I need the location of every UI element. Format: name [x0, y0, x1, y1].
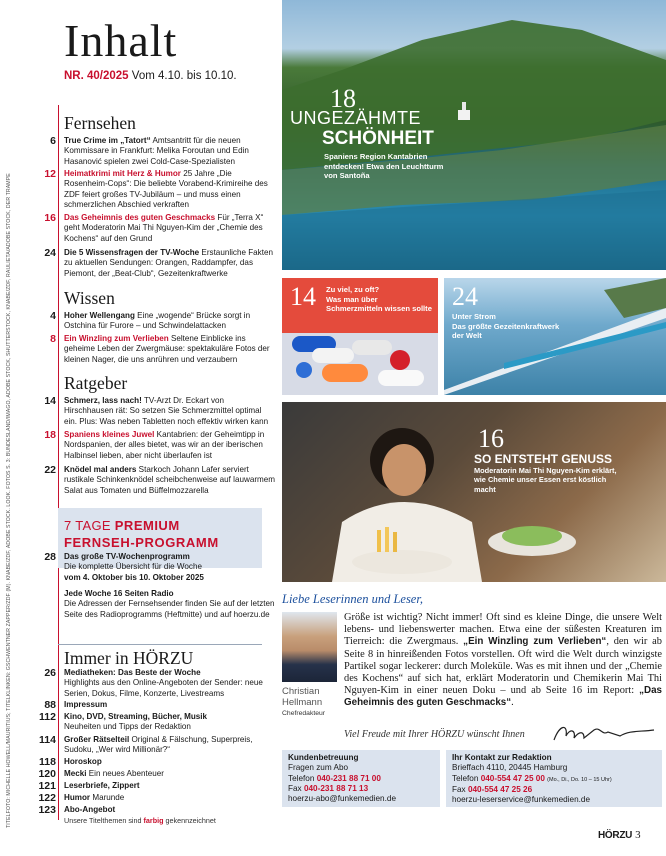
- section-title-ratgeber: Ratgeber: [64, 373, 128, 393]
- teaser-text: Unter Strom Das größte Gezeitenkraftwerk der Welt: [452, 312, 560, 341]
- teaser-cooking-photo[interactable]: [282, 402, 666, 582]
- editorial-contact-box: Ihr Kontakt zur Redaktion Brieffach 4110, 20445 Hamburg Telefon 040-554 47 25 00 (Mo., Di., Do. 10 – 15 Uhr) Fax 040-554 47 25 26 hoerzu-leserservice@funkemedien.de: [446, 750, 662, 807]
- toc-entry[interactable]: 88 Impressum: [44, 699, 108, 711]
- toc-entry[interactable]: 28 Das große TV-Wochenprogramm Die komplette Übersicht für die Woche vom 4. Oktober bis 10. Oktober 2025: [44, 551, 204, 582]
- teaser-text: Spaniens Region Kantabrien entdecken! Etwa den Leuchtturm von Santoña: [324, 152, 444, 181]
- hoerzu-logo: HÖRZU 3: [598, 829, 641, 841]
- section-title-fernsehen: Fernsehen: [64, 113, 136, 133]
- editorial-heading: Liebe Leserinnen und Leser,: [282, 592, 423, 606]
- teaser-text: Moderatorin Mai Thi Nguyen-Kim erklärt, wie Chemie unser Essen erst köstlich macht: [474, 466, 617, 494]
- toc-entry[interactable]: 121 Leserbriefe, Zippert: [38, 780, 140, 792]
- leserservice-email-link[interactable]: hoerzu-leserservice@funkemedien.de: [452, 795, 591, 805]
- subscription-contact-box: Kundenbetreuung Fragen zum Abo Telefon 040-231 88 71 00 Fax 040-231 88 71 13 hoerzu-abo@funkemedien.de: [282, 750, 440, 807]
- toc-entry[interactable]: 6 True Crime im „Tatort“ Amtsantritt für die neuen Kommissare in Frankfurt: Melika Foroutan und Edin Hasanović spielen zwei Cold-Case-Spezialisten: [50, 135, 249, 166]
- abo-email-link[interactable]: hoerzu-abo@funkemedien.de: [288, 794, 396, 804]
- toc-entry[interactable]: 14 Schmerz, lass nach! TV-Arzt Dr. Eckart von Hirschhausen rät: So setzen Sie Schmerzmittel optimal ein. Plus: Was neben Tabletten noch effektiv wirken kann: [44, 395, 269, 426]
- teaser-pills-photo[interactable]: [282, 278, 438, 395]
- toc-entry[interactable]: 4 Hoher Wellengang Eine „wogende“ Brücke sorgt in Ostchina für Furore – und Schwindelattacken: [50, 310, 251, 331]
- toc-entry[interactable]: 114 Großer Rätselteil Original & Fälschung, Superpreis, Sudoku, „Wer wird Millionär?“: [39, 734, 253, 755]
- toc-entry[interactable]: 26 Mediatheken: Das Beste der Woche Highlights aus den Online-Angeboten der Sender: neue Serien, Dokus, Filme, Konzerte, Livestreams: [44, 667, 263, 698]
- issue-line: NR. 40/2025 Vom 4.10. bis 10.10.: [64, 70, 237, 82]
- teaser-page-number: 18: [330, 84, 356, 113]
- teaser-heading-1: UNGEZÄHMTE: [290, 108, 421, 128]
- toc-entry[interactable]: 120 Mecki Ein neues Abenteuer: [38, 768, 164, 780]
- toc-entry[interactable]: 24 Die 5 Wissensfragen der TV-Woche Erstaunliche Fakten zu aktuellen Sendungen: Orangen, Raddampfer, das Piemont, der „Beat-Club“, Gezeitenkraftwerke: [44, 247, 273, 278]
- editorial-text: Größe ist wichtig? Nicht immer! Oft sind es kleine Dinge, die unsere Welt lebens- und liebenswerter machen. Etwa eine der süßesten Kreaturen im Tierreich: die Zwergmaus. „Ein Winzling zum Verlieben“, den wir ab Seite 8 in hinreißenden Fotos vorstellen. Oft wird die Welt durch winzigste Partikel sogar leckerer: durch Moleküle. Was es mit ihnen und der „Chemie des Kochens“ auf sich hat, erklärt Moderatorin und Chemikerin Mai Thi Nguyen-Kim in einer neuen Doku – und ab Seite 16 im Report: „Das Geheimnis des guten Geschmacks“.: [344, 612, 662, 709]
- toc-entry[interactable]: 12 Heimatkrimi mit Herz & Humor 25 Jahre „Die Rosenheim-Cops“: Die beliebte Vorabend-Krimireihe des ZDF feiert großes TV-Jubiläum – und muss einen schmerzlichen Abschied verkraften: [44, 168, 268, 209]
- tv-program-banner: 7 TAGE PREMIUM FERNSEH-PROGRAMM: [58, 508, 262, 568]
- editor-portrait: [282, 612, 337, 682]
- teaser-page-number: 14: [290, 282, 316, 311]
- editor-name: Christian Hellmann Chefredakteur: [282, 686, 326, 717]
- page-title: Inhalt: [64, 15, 178, 66]
- section-title-wissen: Wissen: [64, 288, 115, 308]
- toc-entry[interactable]: 123 Abo-Angebot: [38, 804, 116, 816]
- toc-entry[interactable]: 8 Ein Winzling zum Verlieben Seltene Einblicke ins geheime Leben der Zwergmäuse: spektakuläre Fotos der kleinen Nager, die uns anrühren und verzaubern: [50, 333, 270, 364]
- toc-entry[interactable]: 16 Das Geheimnis des guten Geschmacks Für „Terra X“ geht Moderatorin Mai Thi Nguyen-Kim der „Chemie des Kochens“ auf den Grund: [44, 212, 264, 243]
- teaser-cantabria-photo[interactable]: [282, 0, 666, 270]
- signature-icon: [550, 722, 660, 746]
- toc-entry[interactable]: 112 Kino, DVD, Streaming, Bücher, Musik Neuheiten und Tipps der Redaktion: [39, 711, 208, 732]
- teaser-heading-2: SCHÖNHEIT: [322, 128, 434, 149]
- teaser-page-number: 24: [452, 282, 478, 311]
- title-topics-note: Unsere Titelthemen sind farbig gekennzeichnet: [64, 816, 216, 825]
- teaser-page-number: 16: [478, 424, 504, 453]
- toc-entry[interactable]: 118 Horoskop: [39, 756, 102, 768]
- photo-credits: TITELFOTO: MICHELLE HOWELL/MAURITIUS; TITELKLINKEN: GSCHWENTNER ZAPPER/ZDF (M). KNABE/ZDF, ADOBE STOCK. LOOK. FOTOS S. 3: BUNDESLAND/IMAGO, ADOBE STOCK, SHUTTERSTOCK, KNABE/ZDF, RAULIETA/ADOBE STOCK, DER TRAMPE: [6, 173, 12, 828]
- teaser-bridge-photo[interactable]: [444, 278, 666, 395]
- section-title-hoerzu: Immer in HÖRZU: [64, 648, 194, 668]
- toc-entry[interactable]: 18 Spaniens kleines Juwel Kantabrien: der Geheimtipp in Nordspanien, der alles bietet, was wir an der iberischen Halbinsel lieben, aber nicht überlaufen ist: [44, 429, 265, 460]
- teaser-heading: SO ENTSTEHT GENUSS: [474, 452, 613, 466]
- teaser-text: Zu viel, zu oft? Was man über Schmerzmitteln wissen sollte: [326, 285, 432, 314]
- toc-entry[interactable]: Jede Woche 16 Seiten Radio Die Adressen der Fernsehsender finden Sie auf der letzten Seite des Radioprogramms (Heftmitte) und auf hoerzu.de: [64, 589, 275, 619]
- editorial-greeting: Viel Freude mit Ihrer HÖRZU wünscht Ihnen: [344, 729, 525, 740]
- toc-entry[interactable]: 122 Humor Marunde: [38, 792, 125, 804]
- toc-entry[interactable]: 22 Knödel mal anders Starkoch Johann Lafer serviert rustikale Schinkenknödel scheibchenweise auf lauwarmem Salat aus Tomaten und Büffelmozzarella: [44, 464, 275, 495]
